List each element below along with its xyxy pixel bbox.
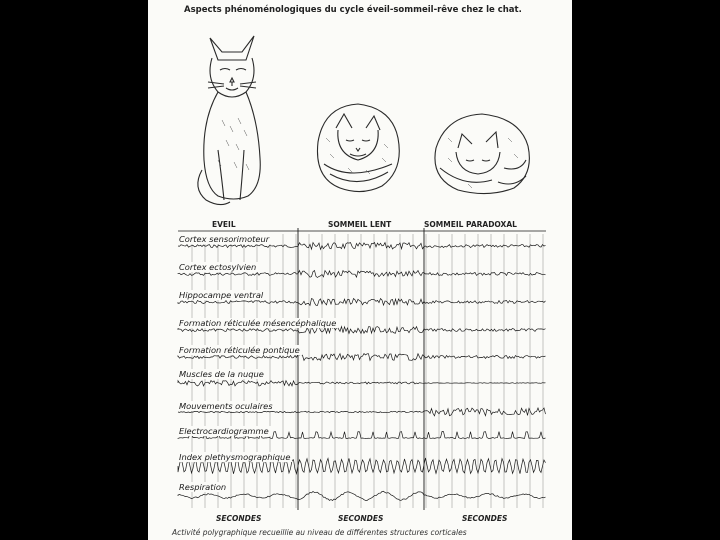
trace-label-cortex-ectosylvien: Cortex ectosylvien: [179, 262, 257, 272]
seconds-label-sommeil-paradoxal: SECONDES: [462, 514, 508, 523]
trace-label-respiration: Respiration: [179, 482, 227, 492]
trace-line: [178, 491, 546, 500]
trace-label-muscles-nuque: Muscles de la nuque: [179, 369, 264, 379]
figure-title: Aspects phénoménologiques du cycle éveil-sommeil-rêve chez le chat.: [184, 5, 522, 15]
trace-label-electrocardiogramme: Electrocardiogramme: [179, 426, 269, 436]
trace-label-formation-reticulee-mesencephalique: Formation réticulée mésencéphalique: [179, 318, 337, 328]
seconds-label-eveil: SECONDES: [216, 514, 262, 523]
trace-label-cortex-sensorimoteur: Cortex sensorimoteur: [179, 234, 270, 244]
seconds-label-sommeil-lent: SECONDES: [338, 514, 384, 523]
trace-line: [178, 381, 546, 387]
trace-label-hippocampe-ventral: Hippocampe ventral: [179, 290, 264, 300]
trace-label-formation-reticulee-pontique: Formation réticulée pontique: [179, 345, 300, 355]
figure-caption: Activité polygraphique recueillie au niveau de différentes structures corticales: [172, 528, 467, 537]
trace-label-index-plethysmographique: Index plethysmographique: [179, 452, 291, 462]
document-page: [148, 0, 572, 540]
trace-label-mouvements-oculaires: Mouvements oculaires: [179, 401, 273, 411]
column-heading-eveil: EVEIL: [212, 220, 236, 229]
column-heading-sommeil-lent: SOMMEIL LENT: [328, 220, 392, 229]
column-heading-sommeil-paradoxal: SOMMEIL PARADOXAL: [424, 220, 517, 229]
